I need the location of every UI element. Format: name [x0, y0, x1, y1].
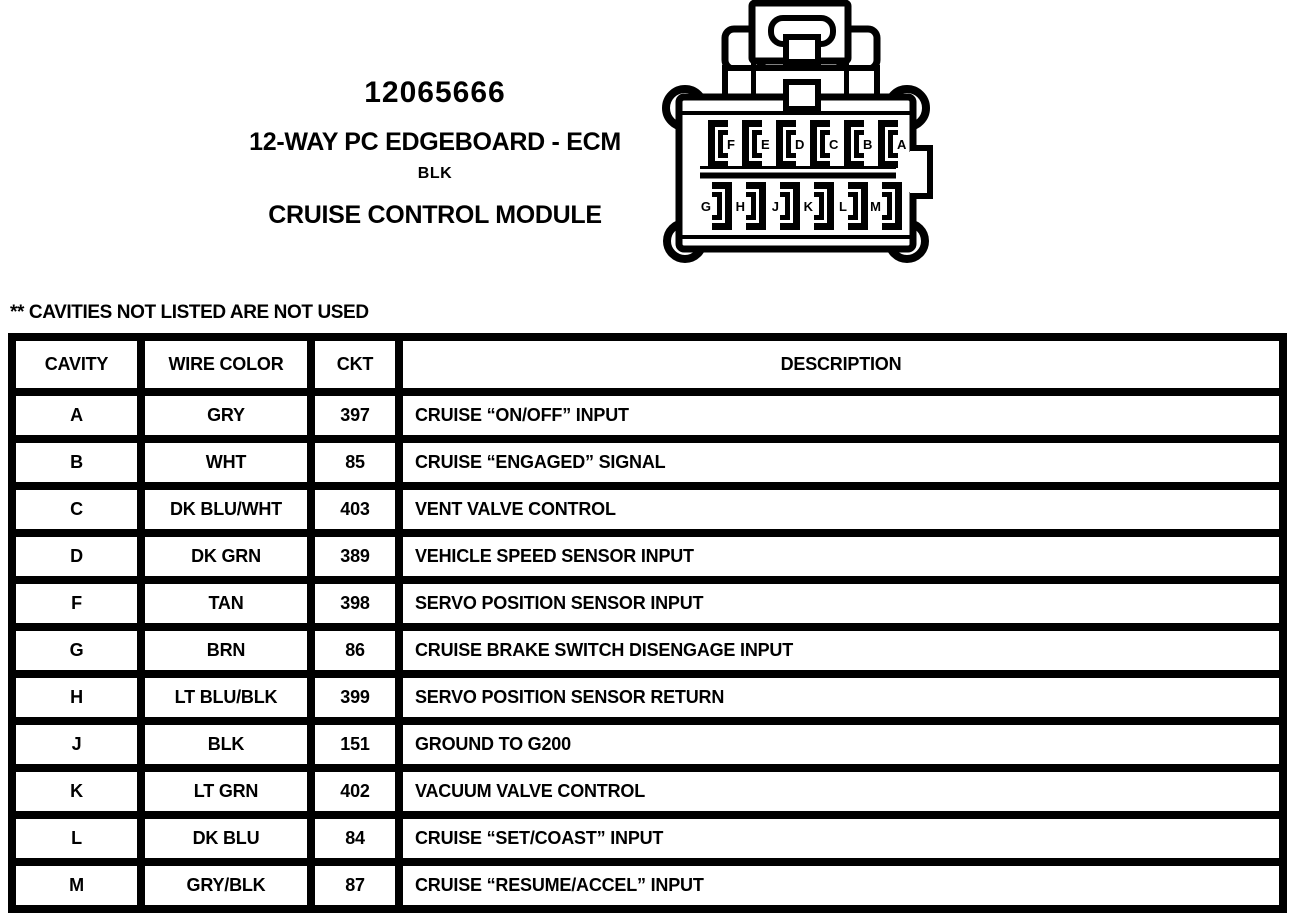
pin-label-b: B	[863, 137, 873, 152]
ckt-cell: 151	[311, 721, 399, 768]
description-cell: CRUISE “ON/OFF” INPUT	[399, 392, 1283, 439]
pin-label-l: L	[839, 199, 847, 214]
pin-label-d: D	[795, 137, 805, 152]
module-name: CRUISE CONTROL MODULE	[268, 201, 602, 229]
table-row	[12, 674, 1283, 721]
cavity-cell: G	[12, 627, 141, 674]
description-cell: VEHICLE SPEED SENSOR INPUT	[399, 533, 1283, 580]
pin-label-j: J	[771, 199, 779, 214]
ckt-cell: 85	[311, 439, 399, 486]
ckt-cell: 87	[311, 862, 399, 909]
connector-diagram-icon	[648, 0, 948, 270]
connector-type: 12-WAY PC EDGEBOARD - ECM	[249, 128, 621, 156]
cavity-header: CAVITY	[12, 337, 141, 392]
cavity-cell: L	[12, 815, 141, 862]
wire-color-cell: GRY/BLK	[141, 862, 311, 909]
description-cell: VACUUM VALVE CONTROL	[399, 768, 1283, 815]
description-cell: GROUND TO G200	[399, 721, 1283, 768]
table-row	[12, 862, 1283, 909]
description-cell: CRUISE “SET/COAST” INPUT	[399, 815, 1283, 862]
description-cell: SERVO POSITION SENSOR INPUT	[399, 580, 1283, 627]
pin-label-m: M	[870, 199, 881, 214]
ckt-header: CKT	[311, 337, 399, 392]
cavity-cell: F	[12, 580, 141, 627]
description-cell: SERVO POSITION SENSOR RETURN	[399, 674, 1283, 721]
cavities-note: ** CAVITIES NOT LISTED ARE NOT USED	[10, 302, 369, 323]
wire-color-cell: BRN	[141, 627, 311, 674]
ckt-cell: 403	[311, 486, 399, 533]
ckt-cell: 402	[311, 768, 399, 815]
wire-color-cell: WHT	[141, 439, 311, 486]
cavity-cell: J	[12, 721, 141, 768]
description-cell: CRUISE “RESUME/ACCEL” INPUT	[399, 862, 1283, 909]
wire-color-cell: BLK	[141, 721, 311, 768]
table-header-row	[12, 337, 1283, 392]
description-cell: CRUISE “ENGAGED” SIGNAL	[399, 439, 1283, 486]
table-row	[12, 439, 1283, 486]
cavity-cell: H	[12, 674, 141, 721]
cavity-cell: K	[12, 768, 141, 815]
cavity-cell: C	[12, 486, 141, 533]
ckt-cell: 389	[311, 533, 399, 580]
wire-color-cell: LT GRN	[141, 768, 311, 815]
part-number: 12065666	[364, 76, 506, 109]
wire-color-header: WIRE COLOR	[141, 337, 311, 392]
color-code: BLK	[417, 165, 453, 182]
pin-label-h: H	[735, 199, 745, 214]
description-cell: VENT VALVE CONTROL	[399, 486, 1283, 533]
keying-notch	[904, 148, 930, 196]
description-header: DESCRIPTION	[399, 337, 1283, 392]
cavity-cell: M	[12, 862, 141, 909]
table-row	[12, 815, 1283, 862]
title-block	[225, 78, 645, 228]
pin-label-c: C	[829, 137, 839, 152]
cavity-cell: B	[12, 439, 141, 486]
table-row	[12, 721, 1283, 768]
ckt-cell: 86	[311, 627, 399, 674]
index-tab	[786, 82, 818, 109]
pin-label-f: F	[727, 137, 735, 152]
table-row	[12, 486, 1283, 533]
table-row	[12, 533, 1283, 580]
wire-color-cell: LT BLU/BLK	[141, 674, 311, 721]
pinout-table	[8, 333, 1287, 913]
cavity-cell: A	[12, 392, 141, 439]
ckt-cell: 398	[311, 580, 399, 627]
wire-color-cell: TAN	[141, 580, 311, 627]
ckt-cell: 397	[311, 392, 399, 439]
ckt-cell: 84	[311, 815, 399, 862]
wire-color-cell: DK GRN	[141, 533, 311, 580]
table-row	[12, 627, 1283, 674]
pin-label-e: E	[761, 137, 770, 152]
wire-color-cell: DK BLU/WHT	[141, 486, 311, 533]
wire-color-cell: DK BLU	[141, 815, 311, 862]
wire-color-cell: GRY	[141, 392, 311, 439]
table-row	[12, 580, 1283, 627]
pin-label-a: A	[897, 137, 907, 152]
pin-label-k: K	[803, 199, 813, 214]
table-row	[12, 392, 1283, 439]
cavity-cell: D	[12, 533, 141, 580]
ckt-cell: 399	[311, 674, 399, 721]
pin-label-g: G	[700, 199, 711, 214]
table-row	[12, 768, 1283, 815]
description-cell: CRUISE BRAKE SWITCH DISENGAGE INPUT	[399, 627, 1283, 674]
